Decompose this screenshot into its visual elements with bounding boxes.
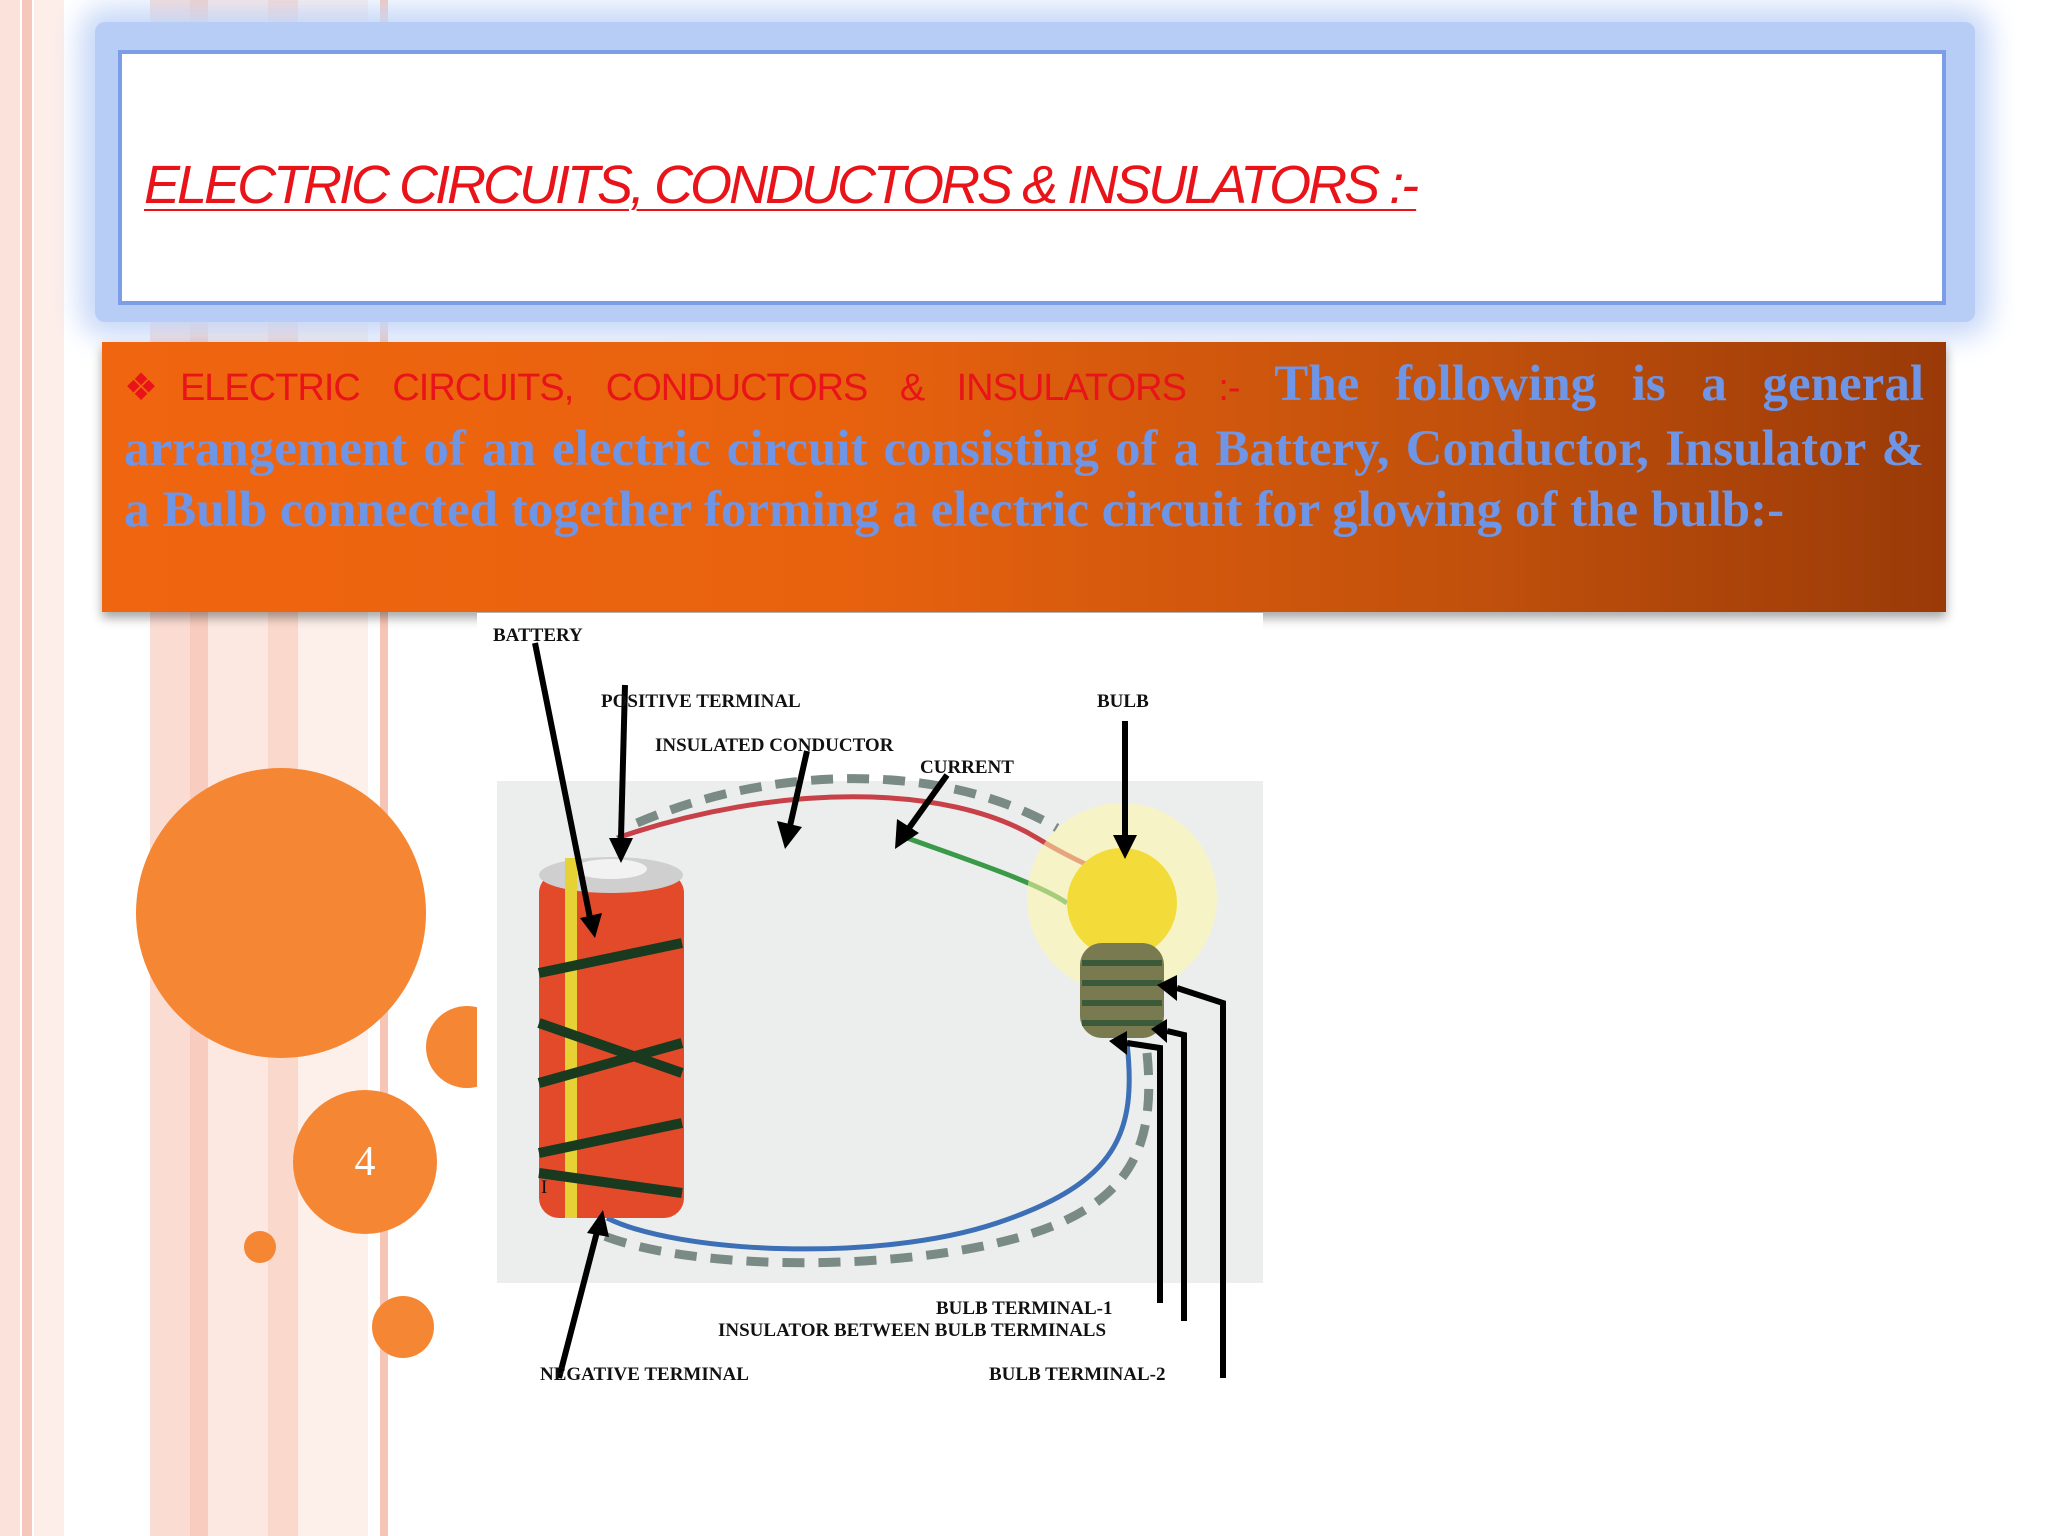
small-circle [244,1231,276,1263]
circuit-drawing [477,613,1263,1403]
page-number: 4 [354,1139,376,1185]
battery-cap [575,859,647,879]
label-negative-terminal: NEGATIVE TERMINAL [540,1364,749,1385]
label-positive-terminal: POSITIVE TERMINAL [601,691,801,712]
label-insulated-conductor: INSULATED CONDUCTOR [655,735,894,756]
title-box [118,50,1946,305]
label-marker: I [541,1177,548,1198]
content-lead: ELECTRIC CIRCUITS, CONDUCTORS & INSULATORS :- [179,367,1240,409]
large-circle [136,768,426,1058]
content-body: The following is a general arrangement of an electric circuit consisting of a Battery, Conductor, Insulator & a Bulb connected together forming a electric circuit for glowing of the bulb:- [124,356,1924,538]
bulb-glass [1067,848,1177,958]
circuit-diagram [477,613,1263,1403]
label-bulb-terminal-2: BULB TERMINAL-2 [989,1364,1166,1385]
label-current: CURRENT [920,757,1014,778]
label-insulator-between: INSULATOR BETWEEN BULB TERMINALS [718,1320,1107,1341]
content-box [102,342,1946,612]
label-battery: BATTERY [493,625,583,646]
label-bulb-terminal-1: BULB TERMINAL-1 [936,1298,1113,1319]
small-circle-2 [372,1296,434,1358]
slide-title: ELECTRIC CIRCUITS, CONDUCTORS & INSULATORS :- [144,155,1417,215]
label-bulb: BULB [1097,691,1149,712]
bullet-icon: ❖ [124,367,180,409]
content-paragraph [124,354,1924,541]
